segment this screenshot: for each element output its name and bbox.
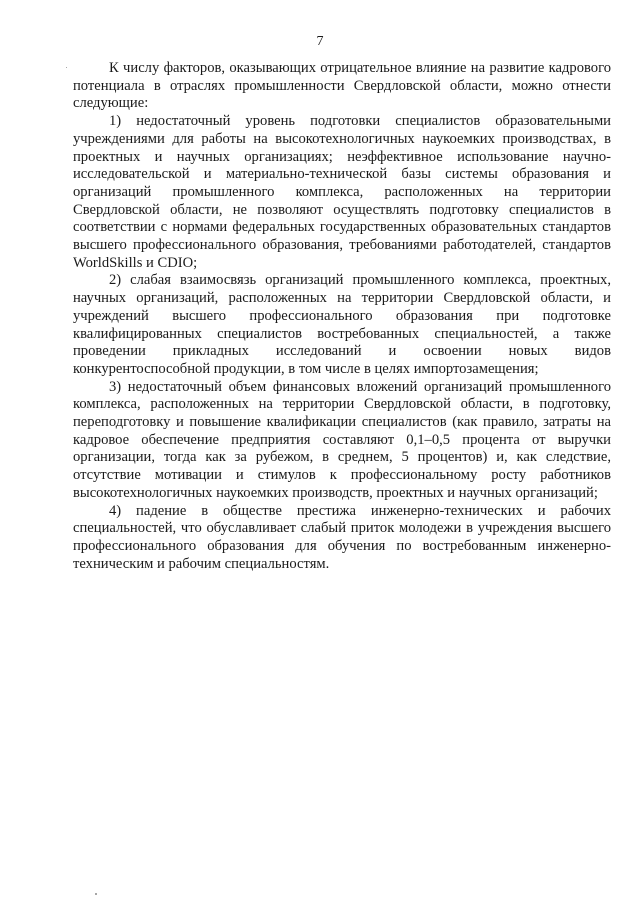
factor-3-paragraph: 3) недостаточный объем финансовых вложений организаций промышленного комплекса, расположенных на территории Свердловской области, в подготовку, переподготовку и повышение квалификации специалистов (как правило, затраты на кадровое обеспечение предприятия составляют 0,1–0,5 процента от выручки организации, тогда как за рубежом, в среднем, 5 процентов) и, как следствие, отсутствие мотивации и стимулов к профессиональному росту работников высокотехнологичных наукоемких производств, проектных и научных организаций; bbox=[73, 378, 611, 501]
document-body bbox=[73, 60, 611, 573]
scan-artifact-dot bbox=[66, 67, 67, 68]
factor-1-paragraph: 1) недостаточный уровень подготовки специалистов образовательными учреждениями для работы на высокотехнологичных наукоемких производствах, в проектных и научных организациях; неэффективное использование научно-исследовательской и материально-технической базы системы образования и организаций промышленного комплекса, расположенных на территории Свердловской области, не позволяют осуществлять подготовку специалистов в соответствии с нормами федеральных государственных образовательных стандартов высшего профессионального образования, требованиями работодателей, стандартов WorldSkills и CDIO; bbox=[73, 113, 611, 271]
page-number: 7 bbox=[316, 34, 324, 49]
factor-2-paragraph: 2) слабая взаимосвязь организаций промышленного комплекса, проектных, научных организаций, расположенных на территории Свердловской области, и учреждений высшего профессионального образования при подготовке квалифицированных специалистов востребованных специальностей, а также проведении прикладных исследований и освоении новых видов конкурентоспособной продукции, в том числе в целях импортозамещения; bbox=[73, 272, 611, 377]
scan-artifact-dot bbox=[95, 893, 97, 895]
intro-paragraph: К числу факторов, оказывающих отрицательное влияние на развитие кадрового потенциала в отраслях промышленности Свердловской области, можно отнести следующие: bbox=[73, 60, 611, 112]
factor-4-paragraph: 4) падение в обществе престижа инженерно-технических и рабочих специальностей, что обуславливает слабый приток молодежи в учреждения высшего профессионального образования для обучения по востребованным инженерно-техническим и рабочим специальностям. bbox=[73, 502, 611, 572]
